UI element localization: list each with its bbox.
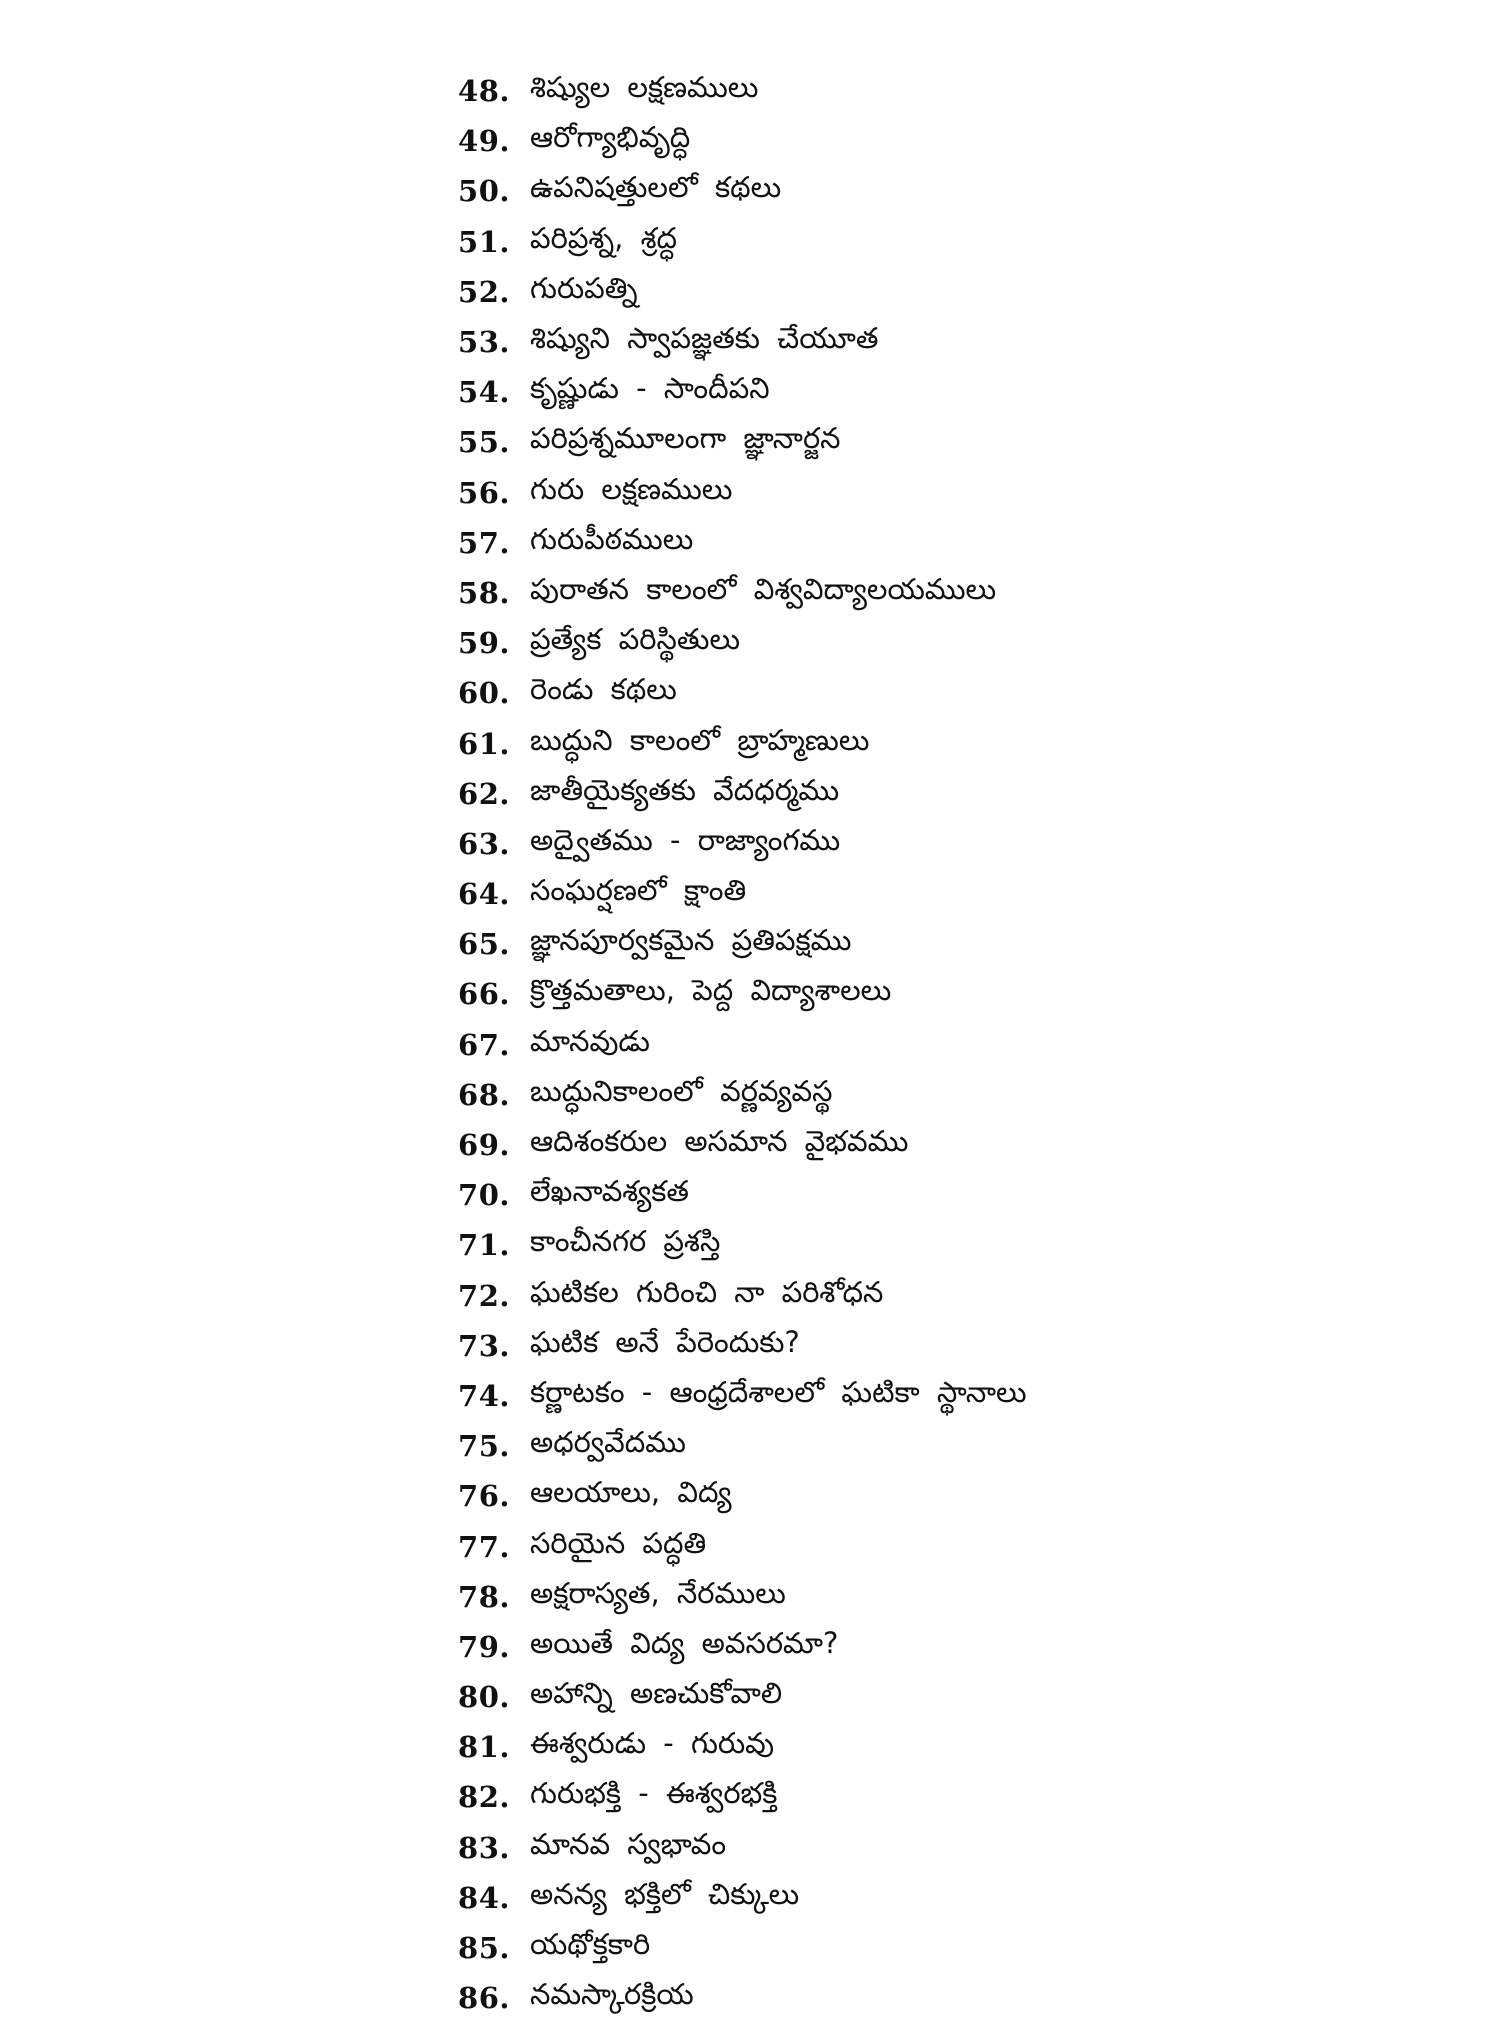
- toc-entry: [425, 1973, 1425, 2023]
- entry-title: నమస్కారక్రియ: [530, 1977, 694, 2012]
- entry-number: 73.: [458, 1328, 510, 1363]
- toc-entry: [425, 1271, 1425, 1321]
- toc-entry: [425, 267, 1425, 317]
- toc-entry: [425, 1521, 1425, 1571]
- entry-title: అయితే విద్య అవసరమా?: [530, 1625, 839, 1660]
- entry-number: 62.: [458, 776, 510, 811]
- toc-entry: [425, 468, 1425, 518]
- entry-title: ఘటిక అనే పేరెందుకు?: [530, 1324, 800, 1359]
- entry-number: 71.: [458, 1228, 510, 1263]
- entry-title: శిష్యుల లక్షణములు: [530, 70, 759, 105]
- toc-entry: [425, 317, 1425, 367]
- entry-number: 79.: [458, 1629, 510, 1664]
- entry-title: ఉపనిషత్తులలో కథలు: [530, 170, 782, 205]
- entry-title: అధర్వవేదము: [530, 1425, 686, 1460]
- toc-entry: [425, 769, 1425, 819]
- entry-title: కర్ణాటకం - ఆంధ్రదేశాలలో ఘటికా స్థానాలు: [530, 1374, 1027, 1409]
- entry-number: 78.: [458, 1579, 510, 1614]
- entry-title: పరిప్రశ్నమూలంగా జ్ఞానార్జన: [530, 421, 841, 456]
- toc-entry: [425, 66, 1425, 116]
- toc-entry: [425, 1622, 1425, 1672]
- toc-entry: [425, 718, 1425, 768]
- entry-title: గురుభక్తి - ఈశ్వరభక్తి: [530, 1776, 778, 1811]
- toc-entry: [425, 1823, 1425, 1873]
- toc-entry: [425, 1873, 1425, 1923]
- entry-number: 55.: [458, 425, 510, 460]
- toc-entry: [425, 417, 1425, 467]
- entry-title: సంఘర్షణలో క్షాంతి: [530, 873, 747, 908]
- toc-entry: [425, 618, 1425, 668]
- entry-number: 57.: [458, 525, 510, 560]
- entry-number: 50.: [458, 174, 510, 209]
- entry-title: పురాతన కాలంలో విశ్వవిద్యాలయములు: [530, 571, 997, 606]
- entry-title: ఆలయాలు, విద్య: [530, 1475, 732, 1510]
- entry-title: పరిప్రశ్న, శ్రద్ధ: [530, 220, 677, 255]
- entry-title: మానవ స్వభావం: [530, 1826, 727, 1861]
- toc-entry: [425, 1120, 1425, 1170]
- entry-title: ఆరోగ్యాభివృద్ధి: [530, 120, 691, 155]
- toc-entry: [425, 1170, 1425, 1220]
- toc-entry: [425, 1421, 1425, 1471]
- toc-entry: [425, 166, 1425, 216]
- entry-title: జ్ఞానపూర్వకమైన ప్రతిపక్షము: [530, 923, 852, 958]
- toc-entry: [425, 1371, 1425, 1421]
- entry-number: 49.: [458, 124, 510, 159]
- toc-entry: [425, 1070, 1425, 1120]
- toc-entry: [425, 1923, 1425, 1973]
- entry-number: 51.: [458, 224, 510, 259]
- entry-title: రెండు కథలు: [530, 672, 677, 707]
- table-of-contents: [425, 66, 1425, 2023]
- toc-entry: [425, 217, 1425, 267]
- entry-title: కాంచీనగర ప్రశస్తి: [530, 1224, 721, 1259]
- toc-entry: [425, 116, 1425, 166]
- entry-title: కృష్ణుడు - సాందీపని: [530, 371, 770, 406]
- entry-number: 72.: [458, 1278, 510, 1313]
- entry-number: 67.: [458, 1027, 510, 1062]
- entry-number: 48.: [458, 74, 510, 109]
- entry-title: సరియైన పద్ధతి: [530, 1525, 707, 1560]
- entry-title: ఆదిశంకరుల అసమాన వైభవము: [530, 1124, 909, 1159]
- entry-number: 82.: [458, 1780, 510, 1815]
- entry-number: 64.: [458, 877, 510, 912]
- entry-title: మానవుడు: [530, 1023, 650, 1058]
- toc-entry: [425, 518, 1425, 568]
- entry-number: 59.: [458, 626, 510, 661]
- entry-number: 77.: [458, 1529, 510, 1564]
- entry-title: అద్వైతము - రాజ్యాంగము: [530, 822, 841, 857]
- toc-entry: [425, 668, 1425, 718]
- entry-number: 69.: [458, 1128, 510, 1163]
- entry-number: 58.: [458, 575, 510, 610]
- entry-number: 65.: [458, 927, 510, 962]
- entry-title: అక్షరాస్యత, నేరములు: [530, 1575, 786, 1610]
- entry-number: 83.: [458, 1830, 510, 1865]
- entry-title: గురు లక్షణములు: [530, 471, 733, 506]
- entry-title: అనన్య భక్తిలో చిక్కులు: [530, 1876, 800, 1911]
- entry-number: 81.: [458, 1730, 510, 1765]
- entry-number: 63.: [458, 826, 510, 861]
- entry-title: ఘటికల గురించి నా పరిశోధన: [530, 1274, 884, 1309]
- entry-number: 80.: [458, 1680, 510, 1715]
- toc-entry: [425, 1672, 1425, 1722]
- entry-number: 84.: [458, 1880, 510, 1915]
- entry-number: 75.: [458, 1429, 510, 1464]
- toc-entry: [425, 969, 1425, 1019]
- entry-title: యథోక్తకారి: [530, 1927, 651, 1962]
- entry-title: జాతీయైక్యతకు వేదధర్మము: [530, 772, 840, 807]
- toc-entry: [425, 869, 1425, 919]
- toc-entry: [425, 1722, 1425, 1772]
- entry-title: గురుపత్ని: [530, 270, 638, 305]
- entry-number: 76.: [458, 1479, 510, 1514]
- entry-title: బుద్ధుని కాలంలో బ్రాహ్మణులు: [530, 722, 870, 757]
- toc-entry: [425, 819, 1425, 869]
- toc-entry: [425, 367, 1425, 417]
- toc-entry: [425, 919, 1425, 969]
- entry-number: 66.: [458, 977, 510, 1012]
- entry-title: బుద్ధునికాలంలో వర్ణవ్యవస్థ: [530, 1073, 833, 1108]
- entry-title: ప్రత్యేక పరిస్థితులు: [530, 622, 741, 657]
- entry-number: 74.: [458, 1378, 510, 1413]
- toc-entry: [425, 1772, 1425, 1822]
- entry-number: 85.: [458, 1931, 510, 1966]
- entry-number: 61.: [458, 726, 510, 761]
- toc-entry: [425, 1471, 1425, 1521]
- entry-number: 70.: [458, 1178, 510, 1213]
- toc-entry: [425, 1321, 1425, 1371]
- entry-number: 54.: [458, 375, 510, 410]
- entry-title: లేఖనావశ్యకత: [530, 1174, 689, 1209]
- entry-number: 53.: [458, 325, 510, 360]
- toc-entry: [425, 1020, 1425, 1070]
- entry-number: 52.: [458, 274, 510, 309]
- entry-title: అహాన్ని అణచుకోవాలి: [530, 1676, 783, 1711]
- toc-entry: [425, 568, 1425, 618]
- toc-entry: [425, 1572, 1425, 1622]
- entry-title: ఈశ్వరుడు - గురువు: [530, 1726, 775, 1761]
- entry-number: 60.: [458, 676, 510, 711]
- entry-number: 68.: [458, 1077, 510, 1112]
- entry-number: 56.: [458, 475, 510, 510]
- toc-entry: [425, 1220, 1425, 1270]
- entry-title: క్రొత్తమతాలు, పెద్ద విద్యాశాలలు: [530, 973, 892, 1008]
- entry-title: గురుపీఠములు: [530, 521, 694, 556]
- entry-number: 86.: [458, 1981, 510, 2016]
- entry-title: శిష్యుని స్వాపజ్ఞతకు చేయూత: [530, 321, 879, 356]
